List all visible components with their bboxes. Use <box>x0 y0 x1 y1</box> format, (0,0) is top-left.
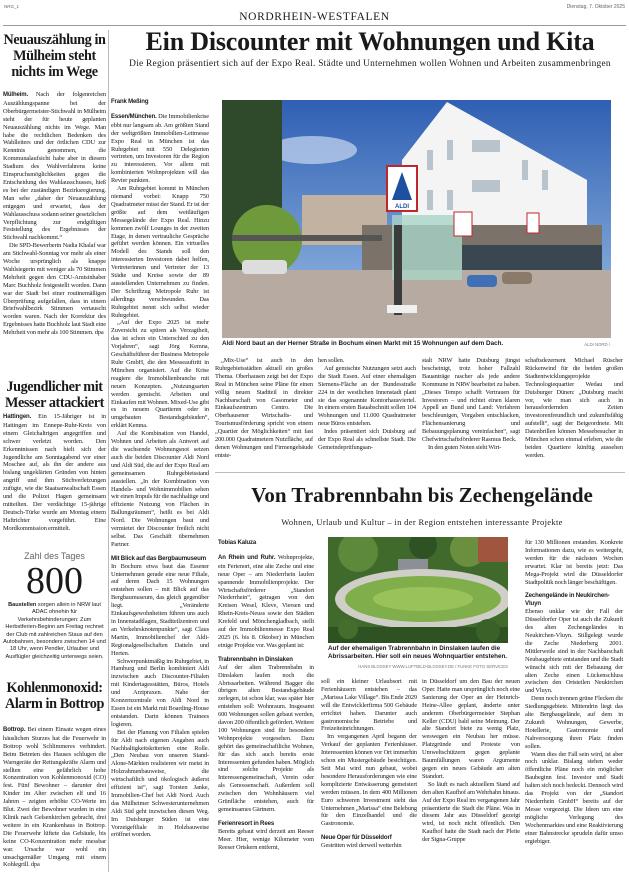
subheading: Neue Oper für Düsseldorf <box>321 834 392 842</box>
paragraph-text: So läuft es nach aktuellem Stand auf den alten Kaufhof am Wehrhahn hinaus. Auf der Expo Real im vergangenen Jahr präsentierte die Stadt die Pläne. Was in diesem Jahr aus Düsseldorf gezeigt wird, ist noch nicht öffentlich. Den Kaufhof hatte die Stadt nach der Pleite der Signa-Gruppe <box>422 780 520 844</box>
paragraph <box>321 733 417 828</box>
paragraph <box>218 554 314 650</box>
second-headline: Von Trabrennbahn bis Zechengelände <box>251 483 593 507</box>
main-article-col-4 <box>422 357 520 452</box>
paragraph-text: Die Immobilienkrise ebbt nur langsam ab. Am größten Stand der weltgrößten Immobilien-Leitmesse Expo Real in München ist das Ruhrgebiet mit 550 Delegierten vertreten, um Investoren für die Region zu interessieren. Vor allem mit kombinierten Wohnprojekten will das Revier punkten. <box>111 112 209 185</box>
paragraph <box>422 357 520 444</box>
paragraph-text: in Düsseldorf um den Bau der neuen Oper. Hatte man ursprünglich noch eine Sanierung der Oper an der Heinrich-Heine-Allee geplant, änderte unter anderem Oberbürgermeister Stephan Keller (CDU) bald seine Meinung. Der alte Standort biete zu wenig Platz, weswegen ein Neubau her müsse. Platzgründe und Proteste von Umweltschützern gegen geplante Baumfällungen waren Argumente gegen ein neues Gebäude am alten Standort. <box>422 678 520 780</box>
paragraph-text: Am Ruhrgebiet kommt in München niemand vorbei: Knapp 750 Quadratmeter misst der Stand. Er ist der größte auf dem weitläufigen Messegelände der Expo Real. Hinzu kommen zwölf Lounges in der zweiten Etage, in denen vertrauliche Gespräche geführt werden können. Ein virtuelles Modell des Stands soll den interessierten Investoren dabei helfen, Vertreterinnen und Vertreter der 13 Städte und Kreise sowie der 89 ausstellenden Unternehmen zu finden. Der Schriftzug Metropole Ruhr ist allerdings verschwunden. Das Ruhrgebiet nennt sich selbst wieder Ruhrgebiet. <box>111 185 209 319</box>
dateline: Bottrop. <box>3 727 26 733</box>
paragraph-text: „Auf der Expo 2025 ist mehr Zuversicht zu spüren als Verzagtheit, das ist schon ein Unterschied zu den Vorjahren“, sagt Jörg Kemna, Geschäftsführer der Business Metropole Ruhr GmbH, die den Messeauftritt in München organisiert. Auf die Krise reagiere die Immobilienbranche mit neuen Konzepten. „Nutzungsarten werden gemischt. Arbeiten und Einkaufen mit Wohnen. Mixed-Use gibt es in neuem Quartieren oder in umgebauten Bestandsgebäuden“, erklärt Kemna. <box>111 319 209 430</box>
main-headline: Ein Discounter mit Wohnungen und Kita <box>145 27 595 56</box>
second-photo-credit: HANS BLOSSEY WWW.LUFTBILD-BLOSSEY.DE / FUNKE FOTO SERVICES <box>358 664 508 669</box>
second-article-col-4 <box>525 539 623 845</box>
article-bottrop-body <box>3 726 106 869</box>
article-muelheim-body <box>3 91 106 337</box>
paragraph-text: Bereits gebaut wird derzeit am Reeser Meer. Hier, wenige Kilometer vom Reeser Ortskern entfernt, <box>218 827 314 851</box>
second-article-col-1 <box>218 540 314 852</box>
paragraph <box>3 726 106 869</box>
paragraph <box>525 357 623 460</box>
paragraph-text: stalt NRW hatte Duisburg jüngst bescheinigt, trotz hoher Fallzahl Bauanträge rascher als jede andere Kommune in NRW bearbeitet zu haben. „Dieses Tempo schafft Vertrauen für Investoren – und richtet einen klaren Appell an Bund und Land: Verfahren beschleunigen, Vorgaben entschlacken, Flächensanierung und Bebauungsplanung vereinfachen“, sagt Chefwirtschaftsförderer Rasmus Beck. <box>422 357 520 444</box>
section-title: NORDRHEIN-WESTFALEN <box>239 11 390 23</box>
paragraph-text: Wohnprojekte, ein Ferienort, eine alte Zeche und eine neue Oper – am Niederrhein laufen spannende Immobilienprojekte. Der Wirtschaftsförderer „Standort Niederrhein“, getragen von den Kreisen Wesel, Kleve, Viersen und Rhein-Kreis-Neuss sowie den Städten Krefeld und Mönchengladbach, stellt auf der Immobilienmesse Expo Real 2025 (6. bis 8. Oktober) in München einige Projekte vor. Was geplant ist: <box>218 553 314 649</box>
article-hattingen-body <box>3 413 106 533</box>
paragraph-text: Wann dies der Fall sein wird, ist aber noch unklar. Bislang stehen weder öffentliche Pläne noch ein möglicher Baubeginn fest. Investor und Stadt halten sich noch bedeckt. Dennoch wird das Projekt von der „Standort Niederrhein GmbH“ bereits auf der Messe vorgezeigt. Die Ideen um eine mögliche Verlegung des Wochenmarktes und eine Reaktivierung einer Bahnstrecke sprudeln dafür umso ergiebiger. <box>525 750 623 845</box>
paragraph-text: Die SPD-Bewerberin Nadia Khalaf war am Stichwahl-Sonntag vor mehr als einer Woche ursprünglich als knappe Wahlsiegerin mit weniger als 70 Stimmen Mehrheit gegen den CDU-Amtsinhaber Marc Buchholz festgestellt worden. Dann war der Stadt bei einer routinemäßigen Überprüfung aufgefallen, dass in einem Briefwahlbezirk Stimmen vertauscht worden waren. Nach der Korrektur des Ergebnisses hatte Buchholz laut Stadt eine Mehrheit von mehr als 100 Stimmen. dpa <box>3 242 106 337</box>
column-divider <box>108 30 109 872</box>
paragraph-text: Gestritten wird derweil weiterhin <box>321 842 402 850</box>
author-byline: Frank Meßing <box>111 99 149 105</box>
article-divider <box>215 472 625 473</box>
paragraph-text: Nach der folgenreichen Auszählungspanne bei der Oberbürgermeister-Stichwahl in Mülheim steht der für heute geplanten Neuauszählung nichts im Wege. Man habe die rechtlichen Bedenken des Wahlleiters und der örtlichen CDU zur Kenntnis genommen, die Kommunalaufsicht habe aber in diesem Stadium des Wahlverfahrens keine Einspruchsmöglichkeiten gegen die Entscheidung des Wahlausschusses, hieß es bei der zuständigen Bezirksregierung. Man sehe „daher der Neuauszählung entgegen und erwartet, dass der Wahlausschuss sodann seiner gesetzlichen Verpflichtung zur endgültigen Feststellung des Ergebnisses der Stichwahl nachkommt.“ <box>3 91 106 242</box>
headline-hattingen: Jugendlicher mit Messer attackiert <box>5 379 104 411</box>
paragraph <box>111 113 209 185</box>
subheading: Ferienresort in Rees <box>218 819 275 827</box>
headline-muelheim: Neuauszählung in Mülheim steht nichts im Wege <box>3 32 106 80</box>
dateline: An Rhein und Ruhr. <box>218 554 276 561</box>
paragraph-text: Denn noch trennen grüne Flecken die Siedlungsgebiete. Mittendrin liegt das alte Bergbaugelände, auf dem in Zukunft Wohnungen, Gewerbe, Hotellerie, Gastronomie und Nahversorgung ihren Platz finden sollen. <box>525 695 623 750</box>
main-article-col-3 <box>318 357 416 452</box>
paragraph-text: In den guten Noten sieht Wirt- <box>428 443 502 451</box>
main-article-col-1 <box>111 99 209 839</box>
paragraph <box>111 319 209 430</box>
number-of-day-text <box>3 602 106 661</box>
paragraph <box>218 828 314 852</box>
paragraph-text: Auf die Kombination von Handel, Wohnen und Arbeiten als Antwort auf die wachsende Wohnungsnot setzen auch die beiden Discounter Aldi Nord und Aldi Süd, die auf der Expo Real am gemeinsamen Ruhrgebietsstand ausstellen. „In der Kombination von Handels- und Wohnimmobilien sehen wir einen Impuls für die nachhaltige und effiziente Nutzung von Flächen in Ballungsräumen“, heißt es bei Aldi Nord. Die Wohnungen baut und vermietet der Discounter freilich nicht selbst. Das Geschäft übernehmen Partner. <box>111 430 209 548</box>
paragraph-text: für 130 Millionen erstanden. Konkrete Informationen dazu, wie es weitergeht, werden für die nächsten Wochen erwartet. Klar ist bereits jetzt: Das Mega-Projekt wird die Düsseldorfer Stadtpolitik noch länger beschäftigen. <box>525 539 623 586</box>
number-of-day-desc: sorgen allein in NRW laut ADAC ohnehin für Verkehrsbehinderungen: Zum Herbstferien-Beginn am Freitag rechnet der Club mit zahlreichen Staus auf den Autobahnen, besonders zwischen 14 und 18 Uhr, wenn Pendler, Urlauber und Ausflügler gleichzeitig unterwegs seien. <box>3 602 106 660</box>
second-subtitle: Wohnen, Urlaub und Kultur – in der Region entstehen interessante Projekte <box>281 517 563 527</box>
paragraph <box>111 563 209 658</box>
paragraph <box>525 539 623 586</box>
subheading: Mit Blick auf das Bergbaumuseum <box>111 554 207 562</box>
paragraph-text: Bei der Planung von Filialen spielen für Aldi nach eigenen Angaben auch Nachhaltigkeitskriterien eine Rolle. „Den Neubau von unseren Stand-Alone-Märkten realisieren wir meist in Holzrahmenbauweise, die wirtschaftlich und ökologisch äußerst effizient ist“, sagt Torsten Janke, Immobilien-Chef bei Aldi Nord. Auch das Mülheimer Schwesterunternehmen Aldi Süd geht inzwischen diesen Weg. Im Duisburger Süden ist eine Vorzeigefiliale in Holzbauweise eröffnet worden. <box>111 728 209 839</box>
second-article-col-2 <box>321 678 417 850</box>
paragraph-text: Indes präsentiert sich Duisburg auf der Expo Real als schnellste Stadt. Die Gemeindeprüfungsan- <box>318 428 416 451</box>
paragraph <box>525 751 623 846</box>
paragraph <box>215 357 313 460</box>
paragraph <box>321 842 417 850</box>
number-of-day-value: 800 <box>26 560 83 602</box>
paragraph-text: soll ein kleiner Urlaubsort mit Ferienhäusern entstehen – das „Marissa Lake Village“. Bis Ende 2029 will die Entwicklerfirma 500 Gebäude errichtet haben. Darunter auch gastronomische Betriebe und Freizeiteinrichtungen. <box>321 678 417 733</box>
main-article-col-2 <box>215 357 313 460</box>
paragraph-text: Auf gemischte Nutzungen setzt auch die Stadt Essen. Auf einer ehemaligen Siemens-Fläche an der Bundesstraße 224 in der westlichen Innenstadt plant sie das sogenannte Kontorhausviertel. In einem ersten Bauabschnitt sollen 104 Wohnungen und 11.000 Quadratmeter neue Büros entstehen. <box>318 364 416 428</box>
paragraph-text: In Bochum etwa baut das Essener Unternehmen gerade eine neue Filiale, auf deren Dach 15 Wohnungen entstehen sollen – mit Blick auf das Bergbaumuseum, das gleich gegenüber liegt. „Veränderte Einkaufsgewohnheiten führen uns auch in Innenstadtlagen, Stadtteilzentren und an Verkehrsknotenpunkte“, sagt Claus Martin, Immobilienchef der Aldi-Regionalgesellschaften Datteln und Herten. <box>111 562 209 657</box>
paragraph <box>111 430 209 549</box>
second-article-col-3 <box>422 678 520 844</box>
aldi-building-photo <box>222 100 611 338</box>
aldi-sign-text: ALDI <box>395 204 409 210</box>
dateline: Hattingen. <box>3 414 32 420</box>
paragraph <box>318 357 416 365</box>
page-date: Dienstag, 7. Oktober 2025 <box>566 4 625 10</box>
paragraph <box>3 91 106 242</box>
headline-bottrop: Kohlenmonoxid: Alarm in Bottrop <box>5 680 104 712</box>
paragraph <box>218 664 314 814</box>
page-code: NRG_1 <box>4 4 20 9</box>
paragraph <box>3 413 106 533</box>
paragraph-text: Ein 15-Jähriger ist in Hattingen im Ennepe-Ruhr-Kreis von einem Gleichaltrigen angegriffen und schwer verletzt worden. Den Erkenntnissen nach hielt sich der Jugendliche am Sonntagabend vor einer Moschee auf, als ihn der andere aus bislang ungeklärten Gründen von hinten angriff und ihm Stichverletzungen zufügte, wie die Staatsanwaltschaft Essen und die Polizei Hagen gemeinsam mitteilten. Der verdächtige 15-jährige Deutsch-Türke wurde am Montag einem Haftrichter vorgeführt. Eine Mordkommission ermittelt. <box>3 413 106 532</box>
paragraph-text: „Mix-Use“ ist auch in den Ruhrgebietsstädten aktuell ein großes Thema. Oberhausen zeigt bei der Expo Real in München seine Pläne für einen völlig neuen Stadtteil in direkter Nachbarschaft von Gasometer und Einkaufszentrum Centro. Die Oberhausener Wirtschafts- und Tourismusförderung spricht von einem „Quartier der Möglichkeiten“ mit fast 200.000 Quadratmetern Nutzfläche, auf denen Wohnungen und Firmengebäude entste- <box>215 357 313 459</box>
paragraph <box>422 678 520 781</box>
paragraph-text: schaftsdezernent Michael Rüscher Rückenwind für die beiden großen Stadtentwicklungsprojekte Technologiequartier Wedau und Duisburger Dünen: „Duisburg macht vor, wie man sich auch in herausfordernden Zeiten investorenfreundlich und zukunftsfähig aufstellt“, sagt der Beigeordnete. Mit Datenbrillen können Messebesucher in München schon einmal erleben, wie die beiden Quartiere künftig aussehen werden. <box>525 357 623 459</box>
number-of-day-bold: Baustellen <box>8 602 37 608</box>
author-byline: Tobias Kaluza <box>218 540 257 546</box>
paragraph <box>525 608 623 695</box>
paragraph-text: Schwerpunktmäßig im Ruhrgebiet, in Hamburg und Berlin kombiniert Aldi inzwischen auch Discounter-Filialen mit Kindertagesstätten, Büros, Hotels und Arztpraxen. Nahe der Konzernzentrale von Aldi Nord in Essen ist ein Markt mit Boarding-House entstanden. Darin können Trainees logieren. <box>111 657 209 728</box>
main-photo-caption: Aldi Nord baut an der Herner Straße in Bochum einen Markt mit 15 Wohnungen auf dem Dach. <box>222 340 504 347</box>
main-photo-credit: ALDI NORD / <box>584 342 610 347</box>
racetrack-aerial-photo <box>328 537 508 643</box>
paragraph <box>525 695 623 750</box>
paragraph <box>3 242 106 337</box>
dateline: Essen/München. <box>111 113 157 120</box>
paragraph-text: Auf der alten Trabrennbahn in Dinslaken laufen noch die Abrissarbeiten. Während Bagger die übrigen alten Bestandsgebäude zerlegen, ist schon klar, was später hier entstehen soll: Wohnraum. Insgesamt 600 Wohnungen sollen gebaut werden, davon 200 öffentlich gefördert. Weitere 100 Wohnungen sind für besondere Wohnprojekte vorgesehen. Dazu gehört das gemeinschaftliche Wohnen, für das sich auch bereits erste Interessenten gefunden haben. Möglich sind solche Projekte als Interessengemeinschaft, Verein oder als Genossenschaft. Außerdem soll zwischen den Wohnhäusern viel Grünfläche entstehen, auch für gemeinsames Gärtnern. <box>218 663 314 813</box>
main-article-col-5 <box>525 357 623 460</box>
top-divider <box>3 25 626 26</box>
paragraph <box>111 185 209 319</box>
number-of-day-label: Zahl des Tages <box>24 551 85 561</box>
paragraph <box>111 658 209 729</box>
paragraph <box>321 678 417 733</box>
paragraph-text: Ebenso unklar wie der Fall der Düsseldorfer Oper ist auch die Zukunft des alten Zechengeländes in Neukirchen-Vluyn. Stillgelegt wurde die Zeche Niederberg 2001. Mittlerweile sind in der Nachbarschaft Neubaugebiete entstanden und die Stadt wünscht sich mit der Bebauung der alten Zeche einen Lückenschluss zwischen den Ortsteilen Neukirchen und Vluyn. <box>525 608 623 695</box>
paragraph-text: hen sollen. <box>318 357 345 364</box>
paragraph <box>422 444 520 452</box>
paragraph <box>318 365 416 428</box>
paragraph-text: Bei einem Einsatz wegen eines häuslichen Sturzes hat die Feuerwehr in Bottrop wohl Schlimmeres verhindert. Beim Betreten des Hauses schlugen die Warngeräte der Rettungskräfte Alarm und stellten eine gefährlich hohe Konzentration von Kohlenmonoxid (CO) fest. Fünf Bewohner – darunter drei Kinder im Alter zwischen elf und 16 Jahren – zeigten erhöhte CO-Werte im Blut. Zwei der Bewohner wurden in eine Klinik nach Gelsenkirchen gebracht, drei weitere in ein Krankenhaus in Bottrop. Die Feuerwehr lüftete das Gebäude, bis keine CO-Konzentration mehr messbar war. Ursache war wohl ein unsachgemäßer Umgang mit einem Kohlegrill. dpa <box>3 726 106 869</box>
subheading: Zechengelände in Neukirchen-Vluyn <box>525 592 610 608</box>
second-photo-caption: Auf der ehemaligen Trabrennbahn in Dinslaken laufen die Abrissarbeiten. Hier soll ein neues Wohnquartier entstehen. <box>328 645 508 660</box>
dateline: Mülheim. <box>3 92 29 98</box>
paragraph <box>318 428 416 452</box>
main-subtitle: Die Region präsentiert sich auf der Expo Real. Städte und Unternehmen wollen Wohnen und Arbeiten zusammenbringen <box>129 59 611 69</box>
subheading: Trabrennbahn in Dinslaken <box>218 655 293 663</box>
paragraph-text: Im vergangenen April begann der Verkauf der geplanten Ferienhäuser. Interessenten können vor Ort immerhin schon ein Mustergebäude besichtigen. Seit Mai wird nun gebaut, wobei besondere Herausforderungen wie eine komplizierte Entwässerung gemeistert werden müssen. In dem 400 Millionen Euro schweren Investment sieht das Unternehmen „Marissa“ eine Belebung für den Einzelhandel und die Gastronomie. <box>321 733 417 828</box>
paragraph <box>422 781 520 844</box>
paragraph <box>111 729 209 840</box>
